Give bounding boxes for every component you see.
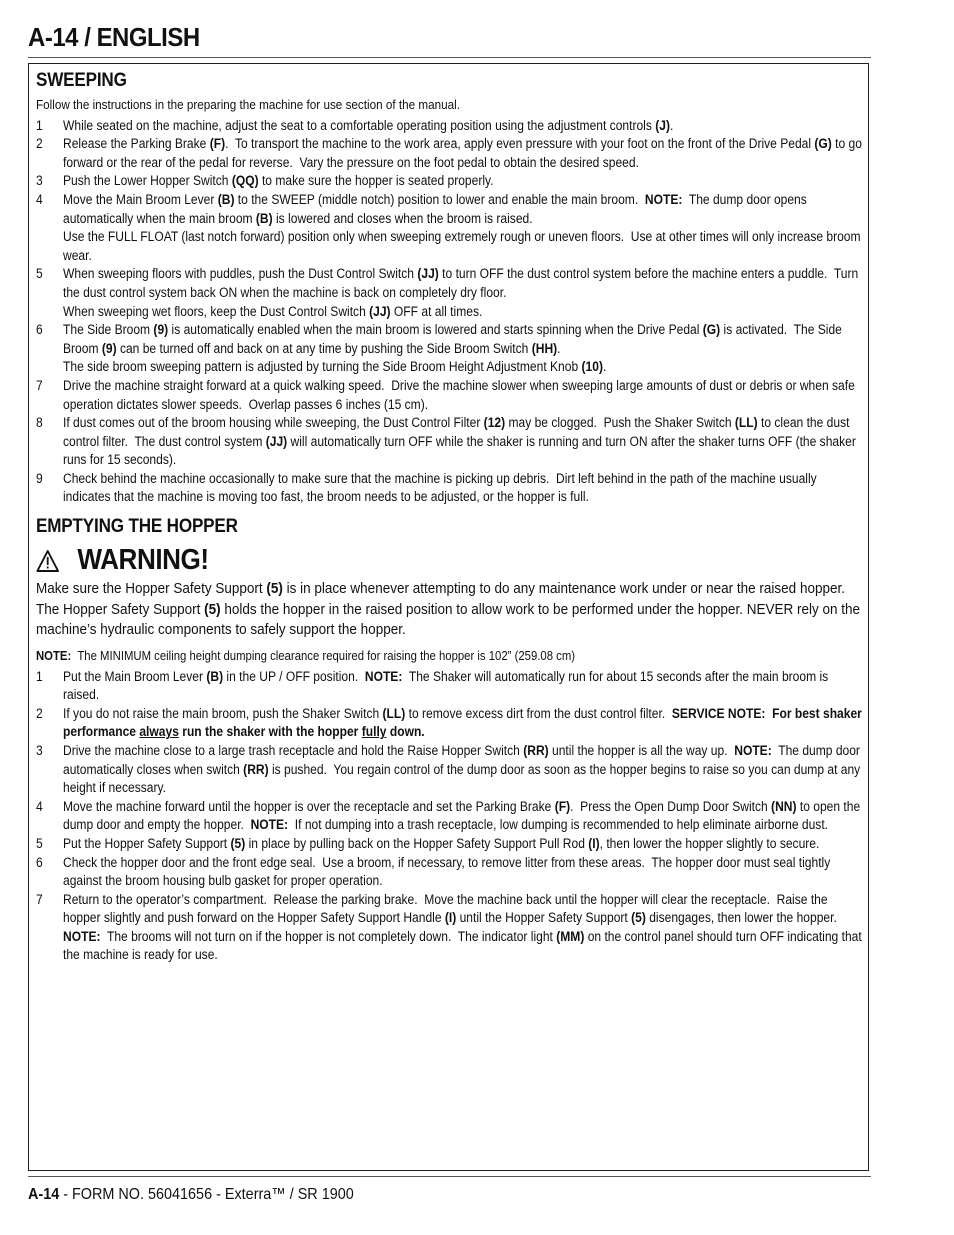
emptying-step-2 [36, 705, 862, 742]
step-text: While seated on the machine, adjust the seat to a comfortable operating position using the adjustment controls (J). [63, 117, 674, 133]
sweeping-step-5 [36, 265, 862, 321]
step-number: 5 [36, 266, 43, 282]
step-text: If dust comes out of the broom housing while sweeping, the Dust Control Filter (12) may be clogged. Push the Shaker Switch (LL) to clean the dust control filter. The dust control system (JJ) will automatically turn OFF while the shaker is running and turn ON after the shaker turns OFF (the shaker runs for 15 seconds). [63, 415, 856, 468]
sweeping-step-2 [36, 135, 862, 172]
step-number: 3 [36, 742, 43, 758]
step-number: 4 [36, 798, 43, 814]
footer-rule [28, 1176, 871, 1177]
step-number: 7 [36, 891, 43, 907]
page-header-title: A-14 / ENGLISH [28, 22, 200, 52]
sweeping-step-3 [36, 172, 862, 191]
warning-banner [36, 544, 862, 577]
step-text: If you do not raise the main broom, push the Shaker Switch (LL) to remove excess dirt from the dust control filter. SERVICE NOTE: For best shaker performance always run the shaker with the hopper fully down. [63, 705, 862, 740]
warning-title: WARNING! [77, 544, 209, 577]
step-number: 1 [36, 668, 43, 684]
sweeping-step-7 [36, 377, 862, 414]
emptying-heading: EMPTYING THE HOPPER [36, 516, 238, 538]
ceiling-note: NOTE: The MINIMUM ceiling height dumping clearance required for raising the hopper is 102” (259.08 cm) [36, 648, 576, 663]
step-text: Move the machine forward until the hopper is over the receptacle and set the Parking Brake (F). Press the Open Dump Door Switch (NN) to open the dump door and empty the hopper. NOTE: If not dumping into a trash receptacle, low dumping is recommended to help eliminate airborne dust. [63, 798, 861, 833]
emptying-step-5 [36, 835, 862, 854]
step-number: 6 [36, 322, 43, 338]
warning-text: Make sure the Hopper Safety Support (5) is in place whenever attempting to do any maintenance work under or near the raised hopper. The Hopper Safety Support (5) holds the hopper in the raised position to allow work to be performed under the hopper. NEVER rely on the machine’s hydraulic components to safely support the hopper. [36, 580, 860, 639]
emptying-step-1 [36, 668, 862, 705]
step-number: 7 [36, 377, 43, 393]
page-footer [28, 1186, 354, 1204]
emptying-step-4 [36, 798, 862, 835]
sweeping-step-6 [36, 321, 862, 377]
header-rule [28, 57, 871, 58]
sweeping-steps [36, 117, 862, 507]
step-text: Move the Main Broom Lever (B) to the SWEEP (middle notch) position to lower and enable the main broom. NOTE: The dump door opens automatically when the main broom (B) is lowered and closes when the broom is raised. Use the FULL FLOAT (last notch forward) position only when sweeping extremely rough or uneven floors. Use at other times will only increase broom wear. [63, 191, 861, 263]
step-number: 5 [36, 835, 43, 851]
emptying-step-7 [36, 891, 862, 965]
step-number: 9 [36, 470, 43, 486]
step-text: Check the hopper door and the front edge seal. Use a broom, if necessary, to remove litter from these areas. The hopper door must seal tightly against the broom housing bulb gasket for proper operation. [63, 854, 831, 889]
step-number: 1 [36, 117, 43, 133]
step-text: Return to the operator’s compartment. Release the parking brake. Move the machine back until the hopper will clear the receptacle. Raise the hopper slightly and push forward on the Hopper Safety Support Handle (I) until the Hopper Safety Support (5) disengages, then lower the hopper. NOTE: The brooms will not turn on if the hopper is not completely down. The indicator light (MM) on the control panel should turn OFF indicating that the machine is ready for use. [63, 891, 862, 963]
step-text: When sweeping floors with puddles, push the Dust Control Switch (JJ) to turn OFF the dust control system before the machine enters a puddle. Turn the dust control system back ON when the machine is back on completely dry floor. When sweeping wet floors, keep the Dust Control Switch (JJ) OFF at all times. [63, 266, 859, 319]
step-number: 3 [36, 173, 43, 189]
step-text: The Side Broom (9) is automatically enabled when the main broom is lowered and starts spinning when the Drive Pedal (G) is activated. The Side Broom (9) can be turned off and back on at any time by pushing the Side Broom Switch (HH). The side broom sweeping pattern is adjusted by turning the Side Broom Height Adjustment Knob (10). [63, 322, 842, 375]
step-text: Drive the machine close to a large trash receptacle and hold the Raise Hopper Switch (RR) until the hopper is all the way up. NOTE: The dump door automatically closes when switch (RR) is pushed. You regain control of the dump door as soon as the hopper begins to raise so you can dump at any height if necessary. [63, 742, 861, 796]
step-text: Check behind the machine occasionally to make sure that the machine is picking up debris. Dirt left behind in the path of the machine usually indicates that the machine is moving too fast, the broom needs to be adjusted, or the hopper is full. [63, 470, 817, 505]
sweeping-intro: Follow the instructions in the preparing the machine for use section of the manual. [36, 97, 461, 112]
warning-triangle-icon [36, 549, 59, 573]
sweeping-heading: SWEEPING [36, 70, 127, 91]
step-number: 2 [36, 705, 43, 721]
footer-form-text: - FORM NO. 56041656 - Exterra™ / SR 1900 [59, 1186, 354, 1203]
step-number: 2 [36, 136, 43, 152]
sweeping-step-4 [36, 191, 862, 265]
footer-page-number: A-14 [28, 1186, 60, 1203]
step-number: 4 [36, 191, 43, 207]
step-text: Drive the machine straight forward at a quick walking speed. Drive the machine slower when sweeping large amounts of dust or debris or when safe operation dictates slower speeds. Overlap passes 6 inches (15 cm). [63, 377, 855, 412]
step-text: Put the Hopper Safety Support (5) in place by pulling back on the Hopper Safety Support Pull Rod (I), then lower the hopper slightly to secure. [63, 835, 820, 851]
sweeping-step-9 [36, 470, 862, 507]
step-text: Release the Parking Brake (F). To transport the machine to the work area, apply even pressure with your foot on the front of the Drive Pedal (G) to go forward or the rear of the pedal for reverse. Vary the pressure on the foot pedal to obtain the desired speed. [63, 136, 862, 170]
emptying-step-3 [36, 742, 862, 798]
step-number: 8 [36, 415, 43, 431]
sweeping-step-8 [36, 414, 862, 470]
emptying-step-6 [36, 854, 862, 891]
step-text: Put the Main Broom Lever (B) in the UP / OFF position. NOTE: The Shaker will automatically run for about 15 seconds after the main broom is raised. [63, 668, 829, 703]
step-text: Push the Lower Hopper Switch (QQ) to make sure the hopper is seated properly. [63, 173, 494, 189]
emptying-steps [36, 668, 862, 966]
content-box [28, 63, 869, 1171]
sweeping-step-1 [36, 117, 862, 136]
step-number: 6 [36, 854, 43, 870]
